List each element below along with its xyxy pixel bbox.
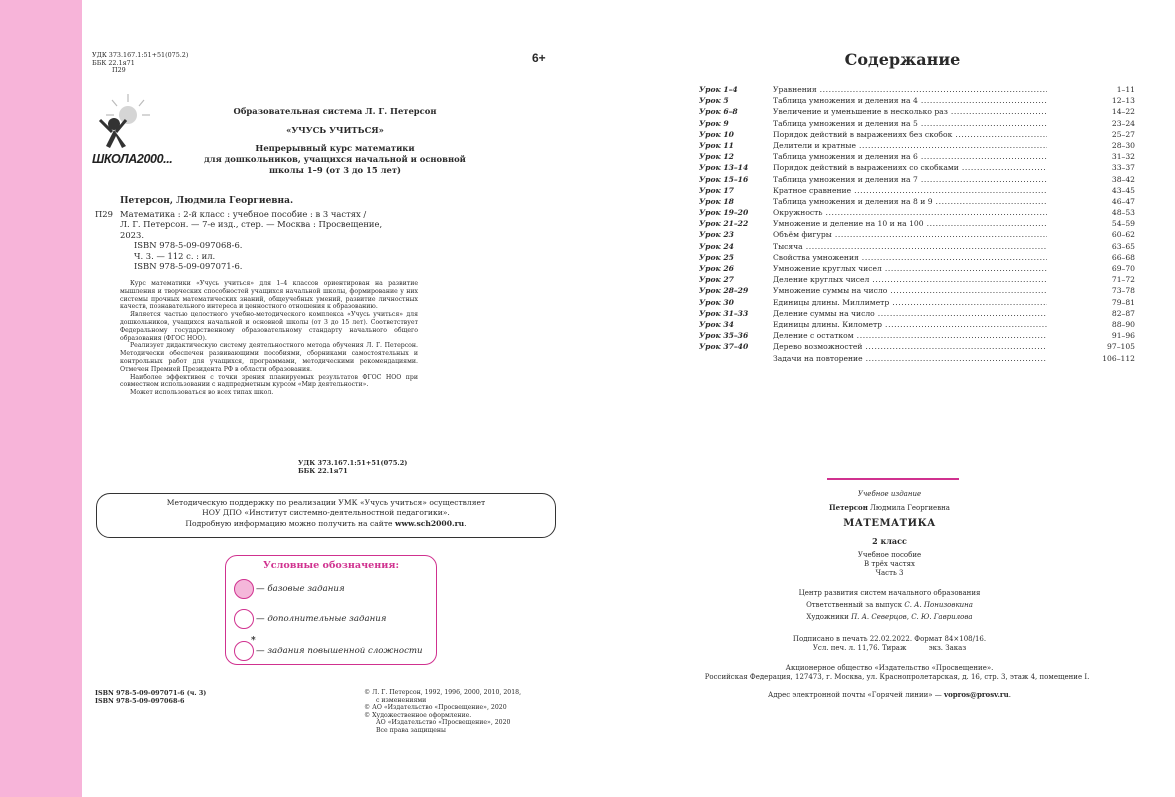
toc-pages: 63–65 [1075,241,1135,252]
copyright-line: © Художественное оформление. [364,711,472,719]
toc-topic: Единицы длины. Миллиметр ..... [773,297,1047,308]
toc-pages: 48–53 [1075,207,1135,218]
imprint-publisher: Акционерное общество «Издательство «Просвещение». [785,664,994,672]
toc-pages: 60–62 [1075,229,1135,240]
udk-line: УДК 373.167.1:51+51(075.2) [298,459,408,467]
school-2000-logo [92,90,176,176]
imprint-signed: Подписано в печать 22.02.2022. Формат 84×108/16. [792,635,987,643]
imprint-parts: В трёх частях [864,560,915,568]
toc-topic: Умножение и деление на 10 и на 100 ..... [773,218,1047,229]
toc-topic: Увеличение и уменьшение в несколько раз ..... [773,106,1047,117]
toc-row[interactable] [699,308,1135,319]
toc-lesson: Урок 23 [699,230,734,240]
edition-type: Учебное издание [857,490,922,498]
toc-topic: Единицы длины. Километр ..... [773,319,1047,330]
toc-row[interactable] [699,241,1135,252]
udk-header [92,52,188,75]
bib-line: Математика : 2-й класс : учебное пособие : в 3 частях / [120,209,367,219]
toc-topic: Уравнения ..... [773,84,1047,95]
toc-lesson: Урок 10 [699,129,734,139]
responsible-label: Ответственный за выпуск [806,601,905,609]
isbn-line: ISBN 978-5-09-097071-6 (ч. 3) [95,689,207,697]
copyright-line: Все права защищены [376,726,446,734]
left-page [82,0,582,797]
toc-row[interactable] [699,106,1135,117]
system-title: Образовательная система Л. Г. Петерсон [233,106,437,116]
imprint-responsible [590,601,1175,610]
toc-pages: 43–45 [1075,185,1135,196]
author-heading: Петерсон, Людмила Георгиевна. [120,196,294,206]
copyright-block [364,689,521,735]
email-punct: . [1008,691,1011,699]
toc-lesson: Урок 15–16 [699,174,749,184]
catalog-code-line: П29 [112,66,126,75]
udk-footer [298,459,407,475]
bib-line: ISBN 978-5-09-097071-6. [134,261,243,272]
legend-label: — задания повышенной сложности [256,646,423,656]
imprint-sheets: Усл. печ. л. 11,76. Тираж экз. Заказ [812,644,967,652]
imprint-email [590,690,1175,700]
legend-advanced [234,636,423,662]
legend-title: Условные обозначения: [263,560,399,571]
toc-topic: Таблица умножения и деления на 4 ..... [773,95,1047,106]
toc-lesson: Урок 5 [699,96,729,106]
annotation-paragraph: Наиболее эффективен с точки зрения планируемых результатов ФГОС НОО при совместном использовании с надпредметным курсом «Мир деятельности». [120,373,418,389]
support-punct: . [464,518,467,528]
toc-row[interactable] [699,129,1135,140]
toc-lesson: Урок 26 [699,264,734,273]
series-title: «УЧУСЬ УЧИТЬСЯ» [286,125,384,135]
imprint-part: Часть 3 [875,569,904,577]
toc-lesson: Урок 18 [699,196,734,206]
toc-pages: 46–47 [1075,196,1135,207]
toc-row[interactable] [699,151,1135,162]
toc-pages: 14–22 [1075,106,1135,117]
legend-basic [234,578,345,600]
support-line: НОУ ДПО «Институт системно-деятельностной педагогики». [202,508,450,518]
toc-row[interactable] [699,319,1135,330]
course-line: для дошкольников, учащихся начальной и основной [204,154,466,164]
toc-topic: Дерево возможностей ..... [773,341,1047,352]
toc-pages: 71–72 [1075,274,1135,285]
toc-topic: Умножение суммы на число ..... [773,285,1047,296]
toc-pages: 12–13 [1075,95,1135,106]
toc-row[interactable] [699,229,1135,240]
copyright-line: © АО «Издательство «Просвещение», 2020 [364,704,507,712]
imprint-artists [590,613,1175,622]
legend-label: — дополнительные задания [256,614,387,624]
toc-pages: 69–70 [1075,263,1135,274]
annotation [120,280,418,397]
toc-lesson: Урок 37–40 [699,342,749,352]
star-icon: * [251,636,256,646]
bbk-line: ББК 22.1я71 [298,467,348,475]
toc-row[interactable] [699,95,1135,106]
toc-topic: Порядок действий в выражениях со скобками ..... [773,162,1047,173]
author-name: Людмила Георгиевна [867,504,950,512]
email-link[interactable]: vopros@prosv.ru [944,690,1009,699]
annotation-paragraph: Реализует дидактическую систему деятельностного метода обучения Л. Г. Петерсон. Методически обеспечен развивающими пособиями, сборниками самостоятельных и контрольных работ для учащихся, программами, методическими рекомендациями. Отмечен Премией Президента РФ в области образования. [120,342,418,373]
toc-row[interactable] [699,185,1135,196]
toc-row[interactable] [699,118,1135,129]
toc-row[interactable] [699,353,1135,364]
toc-lesson: Урок 11 [699,140,734,150]
artists-label: Художники [806,613,852,621]
toc-topic: Таблица умножения и деления на 6 ..... [773,151,1047,162]
toc-lesson: Урок 12 [699,152,734,162]
toc-pages: 1–11 [1075,84,1135,95]
toc-pages: 33–37 [1075,162,1135,173]
bibliographic-record [120,209,420,271]
toc-lesson: Урок 30 [699,297,734,307]
toc-row[interactable] [699,297,1135,308]
toc-topic: Таблица умножения и деления на 8 и 9 ..... [773,196,1047,207]
toc-topic: Тысяча ..... [773,241,1047,252]
toc-topic: Порядок действий в выражениях без скобок ..... [773,129,1047,140]
responsible-name: С. А. Понизовкина [904,601,973,609]
toc-row[interactable] [699,162,1135,173]
toc-lesson: Урок 17 [699,185,734,195]
support-line: Методическую поддержку по реализации УМК «Учусь учиться» осуществляет [166,498,486,507]
toc-topic: Делители и кратные ..... [773,140,1047,151]
bib-line: ISBN 978-5-09-097068-6. [134,240,243,251]
toc-topic: Объём фигуры ..... [773,229,1047,240]
artists-names: П. А. Северцов, С. Ю. Гаврилова [851,613,973,621]
toc-pages: 23–24 [1075,118,1135,129]
copyright-line: с изменениями [376,696,427,704]
toc-row[interactable] [699,207,1135,218]
isbn-block [95,689,206,705]
toc-pages: 73–78 [1075,285,1135,296]
legend-additional [234,608,386,630]
toc-lesson: Урок 6–8 [699,107,738,117]
toc-row[interactable] [699,140,1135,151]
toc-topic: Кратное сравнение ..... [773,185,1047,196]
support-text: Подробную информацию можно получить на сайте [185,518,395,528]
imprint-author [590,503,1175,513]
course-line: школы 1–9 (от 3 до 15 лет) [268,165,402,175]
toc-topic: Деление суммы на число ..... [773,308,1047,319]
bib-line: Ч. 3. — 112 с. : ил. [134,250,216,261]
logo-text: ШКОЛА2000... [92,152,173,166]
support-line [97,519,555,529]
toc-lesson: Урок 28–29 [699,286,749,296]
toc-topic: Окружность ..... [773,207,1047,218]
legend-box [225,555,437,665]
website-link[interactable]: www.sch2000.ru [394,518,465,528]
toc-lesson: Урок 1–4 [699,85,738,94]
legend-label: — базовые задания [256,584,345,594]
imprint-address: Российская Федерация, 127473, г. Москва, ул. Краснопролетарская, д. 16, стр. 3, этаж 4, помещение I. [704,673,1090,681]
toc-row[interactable] [699,330,1135,341]
bib-line: Л. Г. Петерсон. — 7-е изд., стер. — Москва : Просвещение, [120,219,383,230]
right-page [590,0,1175,797]
copyright-line: АО «Издательство «Просвещение», 2020 [376,719,511,727]
toc-row[interactable] [699,84,1135,95]
pink-divider [827,478,959,480]
toc-pages: 38–42 [1075,174,1135,185]
toc-row[interactable] [699,174,1135,185]
toc-row[interactable] [699,263,1135,274]
outline-circle-icon [234,609,254,629]
toc-row[interactable] [699,274,1135,285]
catalog-code: П29 [95,209,113,219]
toc-pages: 88–90 [1075,319,1135,330]
annotation-paragraph: Является частью целостного учебно-методического комплекса «Учусь учиться» для дошкольников, учащихся начальной и основной школы (от 3 до 15 лет). Соответствует Федеральному государственному образовательному стандарту начального общего образования (ФГОС НОО). [120,311,418,342]
email-label: Адрес электронной почты «Горячей линии» — [768,691,945,699]
pink-margin-band [0,0,82,797]
toc-topic: Задачи на повторение ..... [773,353,1047,364]
toc-lesson: Урок 13–14 [699,163,749,173]
table-of-contents [699,84,1135,364]
toc-lesson: Урок 9 [699,118,729,128]
toc-row[interactable] [699,341,1135,352]
toc-topic: Умножение круглых чисел ..... [773,263,1047,274]
toc-lesson: Урок 24 [699,241,734,251]
bbk-line: ББК 22.1я71 [92,58,135,67]
age-rating: 6+ [532,51,546,65]
toc-lesson: Урок 31–33 [699,308,749,318]
imprint-subject: МАТЕМАТИКА [843,518,936,529]
toc-row[interactable] [699,252,1135,263]
toc-topic: Деление с остатком ..... [773,330,1047,341]
toc-pages: 25–27 [1075,129,1135,140]
imprint-book-type: Учебное пособие [857,551,922,559]
toc-topic: Таблица умножения и деления на 7 ..... [773,174,1047,185]
toc-topic: Деление круглых чисел ..... [773,274,1047,285]
annotation-paragraph: Курс математики «Учусь учиться» для 1–4 классов ориентирован на развитие мышления и творческих способностей учащихся начальной школы, формирование у них системы прочных математических знаний, общеучебных умений, развитие личностных качеств, познавательного интереса и ценностного отношения к образованию. [120,280,418,311]
toc-pages: 28–30 [1075,140,1135,151]
toc-row[interactable] [699,196,1135,207]
toc-lesson: Урок 21–22 [699,219,749,229]
imprint-center: Центр развития систем начального образования [798,589,981,597]
toc-topic: Таблица умножения и деления на 5 ..... [773,118,1047,129]
filled-circle-icon [234,579,254,599]
toc-pages: 97–105 [1075,341,1135,352]
annotation-paragraph: Может использоваться во всех типах школ. [130,389,274,397]
toc-row[interactable] [699,285,1135,296]
toc-pages: 82–87 [1075,308,1135,319]
bib-line: 2023. [120,229,144,240]
toc-topic: Свойства умножения ..... [773,252,1047,263]
toc-row[interactable] [699,218,1135,229]
imprint-grade: 2 класс [872,536,907,546]
course-description [190,143,480,176]
toc-lesson: Урок 34 [699,319,734,329]
author-surname: Петерсон [829,503,868,512]
toc-pages: 31–32 [1075,151,1135,162]
toc-pages: 106–112 [1075,353,1135,364]
toc-pages: 66–68 [1075,252,1135,263]
isbn-line: ISBN 978-5-09-097068-6 [95,697,185,706]
course-line: Непрерывный курс математики [255,143,415,153]
copyright-line: © Л. Г. Петерсон, 1992, 1996, 2000, 2010, 2018, [364,689,522,696]
toc-pages: 91–96 [1075,330,1135,341]
toc-lesson: Урок 19–20 [699,208,749,218]
toc-pages: 79–81 [1075,297,1135,308]
toc-lesson: Урок 27 [699,275,734,285]
toc-lesson: Урок 25 [699,252,734,262]
methodical-support-box [96,493,556,538]
udk-line: УДК 373.167.1:51+51(075.2) [92,51,189,59]
toc-title: Содержание [844,50,961,69]
toc-pages: 54–59 [1075,218,1135,229]
toc-lesson: Урок 35–36 [699,331,749,341]
